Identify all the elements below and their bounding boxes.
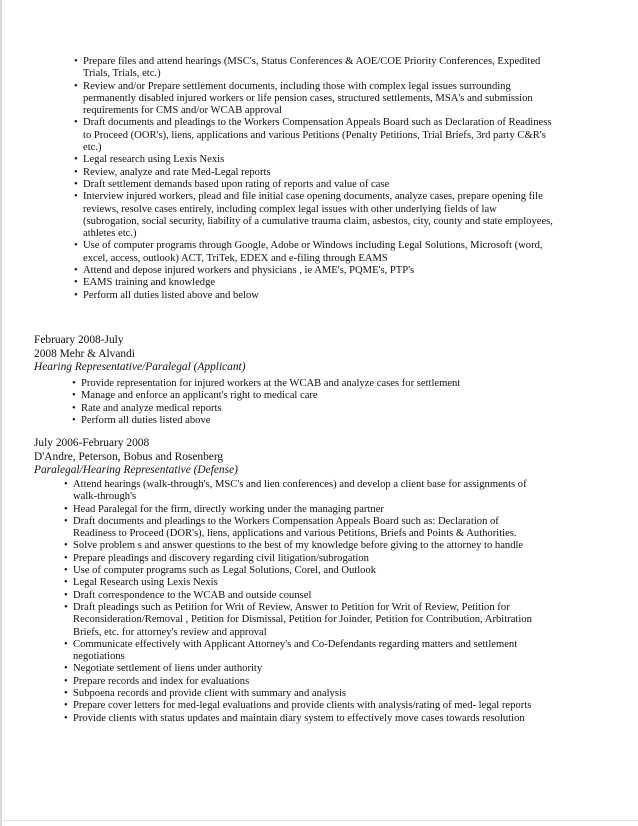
duties-list-prior <box>74 56 554 302</box>
job-title: Paralegal/Hearing Representative (Defense) <box>34 464 238 476</box>
list-item: • Provide representation for injured workers at the WCAB and analyze cases for settlement <box>72 378 512 390</box>
job-dates: February 2008-July <box>34 334 124 346</box>
list-item: • Communicate effectively with Applicant Attorney's and Co-Defendants regarding matters and settlement negotiations <box>64 639 544 664</box>
job-dates: July 2006-February 2008 <box>34 437 150 449</box>
list-item: • Negotiate settlement of liens under authority <box>64 663 544 675</box>
list-item: • Subpoena records and provide client with summary and analysis <box>64 688 544 700</box>
list-item: • Interview injured workers, plead and file initial case opening documents, analyze cases, prepare opening file reviews, resolve cases entirely, including complex legal issues with other underlying fields of law (subrogation, social security, liability of a cumulative trauma claim, asbestos, city, county and state employees, athletes etc.) <box>74 191 554 240</box>
list-item: • Head Paralegal for the firm, directly working under the managing partner <box>64 504 544 516</box>
list-item: • Provide clients with status updates and maintain diary system to effectively move cases towards resolution <box>64 713 544 725</box>
list-item: • Prepare cover letters for med-legal evaluations and provide clients with analysis/rating of med- legal reports <box>64 700 544 712</box>
list-item: • Draft pleadings such as Petition for Writ of Review, Answer to Petition for Writ of Review, Petition for Reconsideration/Removal , Petition for Dismissal, Petition for Joinder, Petition for Contribution, Arbitration Briefs, etc. for attorney's review and approval <box>64 602 544 639</box>
job-header-mehr <box>34 334 246 375</box>
list-item: • Draft settlement demands based upon rating of reports and value of case <box>74 179 554 191</box>
list-item: • Prepare files and attend hearings (MSC's, Status Conferences & AOE/COE Priority Conferences, Expedited Trials, Trials, etc.) <box>74 56 554 81</box>
list-item: • Draft correspondence to the WCAB and outside counsel <box>64 590 544 602</box>
list-item: • Use of computer programs through Google, Adobe or Windows including Legal Solutions, Microsoft (word, excel, access, outlook) ACT, TriTek, EDEX and e-filing through EAMS <box>74 240 554 265</box>
list-item: • Draft documents and pleadings to the Workers Compensation Appeals Board such as: Declaration of Readiness to Proceed (DOR's), liens, applications and various Petitions, Briefs and Points & Authorities. <box>64 516 544 541</box>
list-item: • Legal Research using Lexis Nexis <box>64 577 544 589</box>
list-item: • Attend hearings (walk-through's, MSC's and lien conferences) and develop a client base for assignments of walk-through's <box>64 479 544 504</box>
list-item: • Perform all duties listed above and below <box>74 290 554 302</box>
scan-edge <box>0 0 2 826</box>
list-item: • Rate and analyze medical reports <box>72 403 512 415</box>
duties-list-mehr <box>72 378 512 427</box>
list-item: • Attend and depose injured workers and physicians , ie AME's, PQME's, PTP's <box>74 265 554 277</box>
list-item: • Prepare pleadings and discovery regarding civil litigation/subrogation <box>64 553 544 565</box>
list-item: • Review, analyze and rate Med-Legal reports <box>74 167 554 179</box>
list-item: • Legal research using Lexis Nexis <box>74 154 554 166</box>
list-item: • Review and/or Prepare settlement documents, including those with complex legal issues surrounding permanently disabled injured workers or life pension cases, structured settlements, MSA's and submission requirements for CMS and/or WCAB approval <box>74 81 554 118</box>
job-title: Hearing Representative/Paralegal (Applicant) <box>34 361 246 373</box>
list-item: • Draft documents and pleadings to the Workers Compensation Appeals Board such as Declaration of Readiness to Proceed (OOR's), liens, applications and various Petitions (Penalty Petitions, Trial Briefs, 3rd party C&R's etc.) <box>74 117 554 154</box>
job-employer: 2008 Mehr & Alvandi <box>34 347 135 360</box>
job-employer: D'Andre, Peterson, Bobus and Rosenberg <box>34 450 224 463</box>
list-item: • Use of computer programs such as Legal Solutions, Corel, and Outlook <box>64 565 544 577</box>
list-item: • Solve problem s and answer questions to the best of my knowledge before giving to the attorney to handle <box>64 540 544 552</box>
job-header-dandre <box>34 437 238 478</box>
list-item: • Prepare records and index for evaluations <box>64 676 544 688</box>
page-bottom-edge <box>0 820 638 821</box>
list-item: • EAMS training and knowledge <box>74 277 554 289</box>
duties-list-dandre <box>64 479 544 725</box>
list-item: • Perform all duties listed above <box>72 415 512 427</box>
list-item: • Manage and enforce an applicant's right to medical care <box>72 390 512 402</box>
